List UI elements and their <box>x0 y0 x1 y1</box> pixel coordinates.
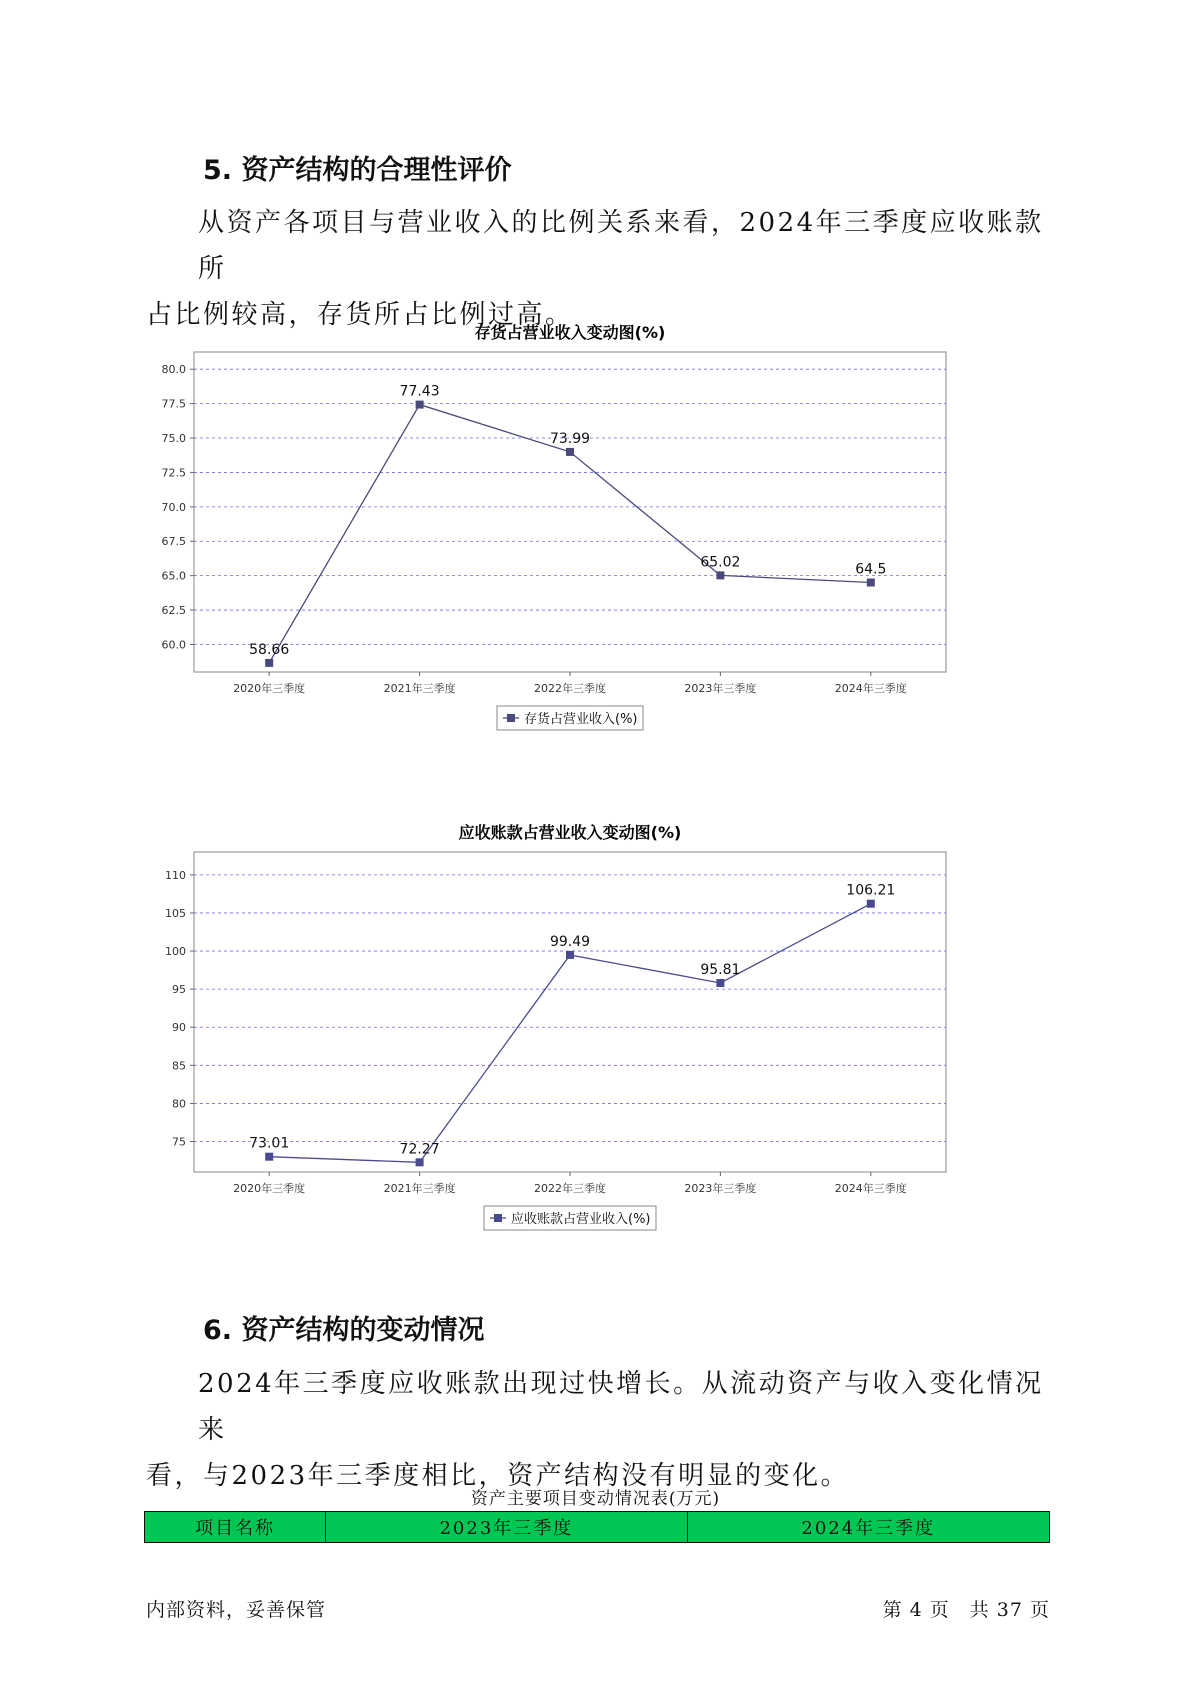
data-point <box>416 401 424 409</box>
data-point <box>867 579 875 587</box>
legend-label: 应收账款占营业收入(%) <box>511 1212 651 1227</box>
data-label: 95.81 <box>700 961 741 978</box>
y-tick-label: 110 <box>165 868 186 882</box>
plot-group <box>162 352 947 730</box>
section-5-paragraph <box>146 200 1046 338</box>
table-caption: 资产主要项目变动情况表(万元) <box>470 1489 721 1509</box>
y-tick-label: 75 <box>172 1135 186 1149</box>
chart-title: 应收账款占营业收入变动图(%) <box>458 823 682 842</box>
table-header-cell: 2023年三季度 <box>326 1512 687 1543</box>
y-tick-label: 60.0 <box>161 638 186 652</box>
y-tick-label: 80 <box>172 1097 186 1111</box>
data-point <box>716 979 724 987</box>
receivables-ratio-chart <box>140 822 1040 1262</box>
data-label: 106.21 <box>846 882 896 899</box>
data-point <box>265 659 273 667</box>
table-header-cell: 项目名称 <box>145 1512 326 1543</box>
data-label: 73.99 <box>549 430 591 447</box>
x-tick-label: 2021年三季度 <box>383 1182 456 1195</box>
data-point <box>716 571 724 579</box>
data-point <box>566 951 574 959</box>
y-tick-label: 70.0 <box>161 500 186 514</box>
paragraph-line: 占比例较高，存货所占比例过高。 <box>146 300 574 330</box>
paragraph-line: 从资产各项目与营业收入的比例关系来看，2024年三季度应收账款所 <box>198 208 1044 284</box>
legend-marker <box>507 714 515 722</box>
data-point <box>416 1158 424 1166</box>
chart-title: 存货占营业收入变动图(%) <box>474 323 666 342</box>
footer-note: 内部资料，妥善保管 <box>146 1599 327 1621</box>
plot-group <box>165 852 946 1230</box>
data-label: 65.02 <box>700 554 741 571</box>
y-tick-label: 72.5 <box>161 466 186 480</box>
y-tick-label: 90 <box>172 1021 186 1035</box>
inventory-ratio-chart <box>140 322 1040 762</box>
data-point <box>566 448 574 456</box>
table-header-row <box>145 1512 1050 1543</box>
y-tick-label: 100 <box>165 945 186 959</box>
paragraph-line: 看，与2023年三季度相比，资产结构没有明显的变化。 <box>146 1461 850 1491</box>
asset-change-table <box>144 1511 1050 1543</box>
x-tick-label: 2022年三季度 <box>534 1182 606 1195</box>
legend-label: 存货占营业收入(%) <box>524 712 638 727</box>
x-tick-label: 2024年三季度 <box>834 682 907 695</box>
y-tick-label: 67.5 <box>161 535 186 549</box>
x-tick-label: 2023年三季度 <box>684 682 757 695</box>
plot-area <box>194 352 946 672</box>
table-header-cell: 2024年三季度 <box>687 1512 1049 1543</box>
x-tick-label: 2020年三季度 <box>233 682 306 695</box>
y-tick-label: 95 <box>172 983 186 997</box>
data-label: 64.5 <box>855 561 887 578</box>
data-label: 72.27 <box>399 1141 440 1158</box>
x-tick-label: 2022年三季度 <box>534 682 606 695</box>
data-label: 99.49 <box>549 933 591 950</box>
page-number: 第 4 页 共 37 页 <box>882 1599 1050 1621</box>
y-tick-label: 62.5 <box>161 604 186 618</box>
data-label: 58.66 <box>249 641 290 658</box>
x-tick-label: 2023年三季度 <box>684 1182 757 1195</box>
data-label: 77.43 <box>399 383 440 400</box>
plot-area <box>194 852 946 1172</box>
y-tick-label: 75.0 <box>161 432 186 446</box>
y-tick-label: 65.0 <box>161 569 186 583</box>
data-point <box>265 1153 273 1161</box>
legend-marker <box>494 1214 502 1222</box>
y-tick-label: 105 <box>165 906 186 920</box>
paragraph-line: 2024年三季度应收账款出现过快增长。从流动资产与收入变化情况来 <box>198 1369 1044 1445</box>
y-tick-label: 80.0 <box>161 363 186 377</box>
data-label: 73.01 <box>249 1135 290 1152</box>
section-heading-6: 6. 资产结构的变动情况 <box>203 1315 485 1346</box>
y-tick-label: 85 <box>172 1059 186 1073</box>
x-tick-label: 2024年三季度 <box>834 1182 907 1195</box>
x-tick-label: 2020年三季度 <box>233 1182 306 1195</box>
data-point <box>867 900 875 908</box>
section-heading-5: 5. 资产结构的合理性评价 <box>203 155 512 186</box>
x-tick-label: 2021年三季度 <box>383 682 456 695</box>
y-tick-label: 77.5 <box>161 397 186 411</box>
section-6-paragraph <box>146 1361 1046 1499</box>
